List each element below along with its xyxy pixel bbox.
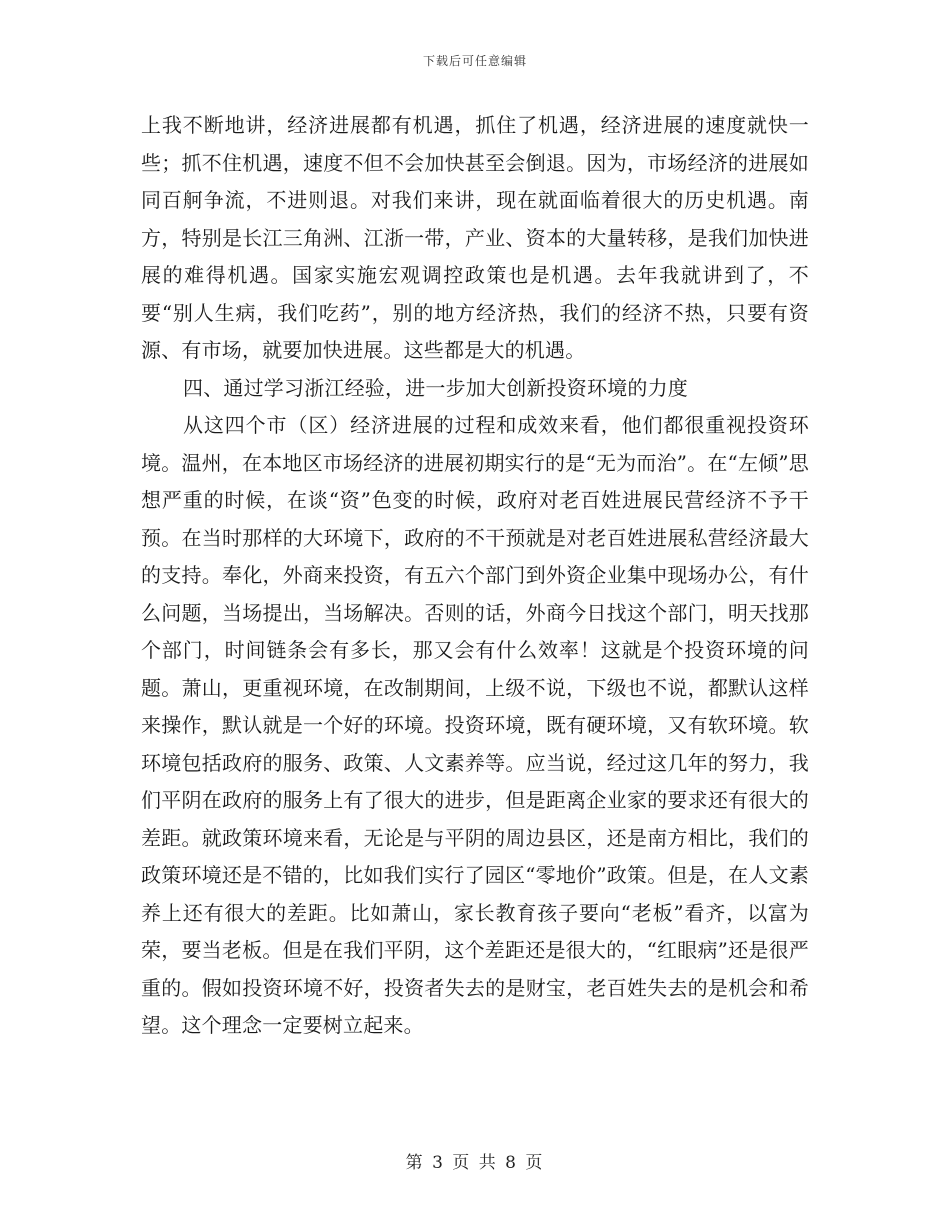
paragraph: 从这四个市（区）经济进展的过程和成效来看，他们都很重视投资环境。温州，在本地区市场经济的进展初期实行的是“无为而治”。在“左倾”思想严重的时候，在谈“资”色变的时候，政府对老百姓进展民营经济不予干预。在当时那样的大环境下，政府的不干预就是对老百姓进展私营经济最大的支持。奉化，外商来投资，有五六个部门到外资企业集中现场办公，有什么问题，当场提出，当场解决。否则的话，外商今日找这个部门，明天找那个部门，时间链条会有多长，那又会有什么效率！这就是个投资环境的问题。萧山，更重视环境，在改制期间，上级不说，下级也不说，都默认这样来操作，默认就是一个好的环境。投资环境，既有硬环境，又有软环境。软环境包括政府的服务、政策、人文素养等。应当说，经过这几年的努力，我们平阴在政府的服务上有了很大的进步，但是距离企业家的要求还有很大的差距。就政策环境来看，无论是与平阴的周边县区，还是南方相比，我们的政策环境还是不错的，比如我们实行了园区“零地价”政策。但是，在人文素养上还有很大的差距。比如萧山，家长教育孩子要向“老板”看齐，以富为荣，要当老板。但是在我们平阴，这个差距还是很大的，“红眼病”还是很严重的。假如投资环境不好，投资者失去的是财宝，老百姓失去的是机会和希望。这个理念一定要树立起来。 bbox=[141, 413, 809, 1037]
section-heading: 四、通过学习浙江经验，进一步加大创新投资环境的力度 bbox=[183, 375, 688, 400]
document-body bbox=[141, 107, 809, 1045]
page-header: 下载后可任意编辑 bbox=[422, 54, 527, 68]
paragraph-continuation: 上我不断地讲，经济进展都有机遇，抓住了机遇，经济进展的速度就快一些；抓不住机遇，速度不但不会加快甚至会倒退。因为，市场经济的进展如同百舸争流，不进则退。对我们来讲，现在就面临着很大的历史机遇。南方，特别是长江三角洲、江浙一带，产业、资本的大量转移，是我们加快进展的难得机遇。国家实施宏观调控政策也是机遇。去年我就讲到了，不要“别人生病，我们吃药”，别的地方经济热，我们的经济不热，只要有资源、有市场，就要加快进展。这些都是大的机遇。 bbox=[141, 113, 809, 362]
page-number: 第 3 页 共 8 页 bbox=[405, 1153, 545, 1173]
